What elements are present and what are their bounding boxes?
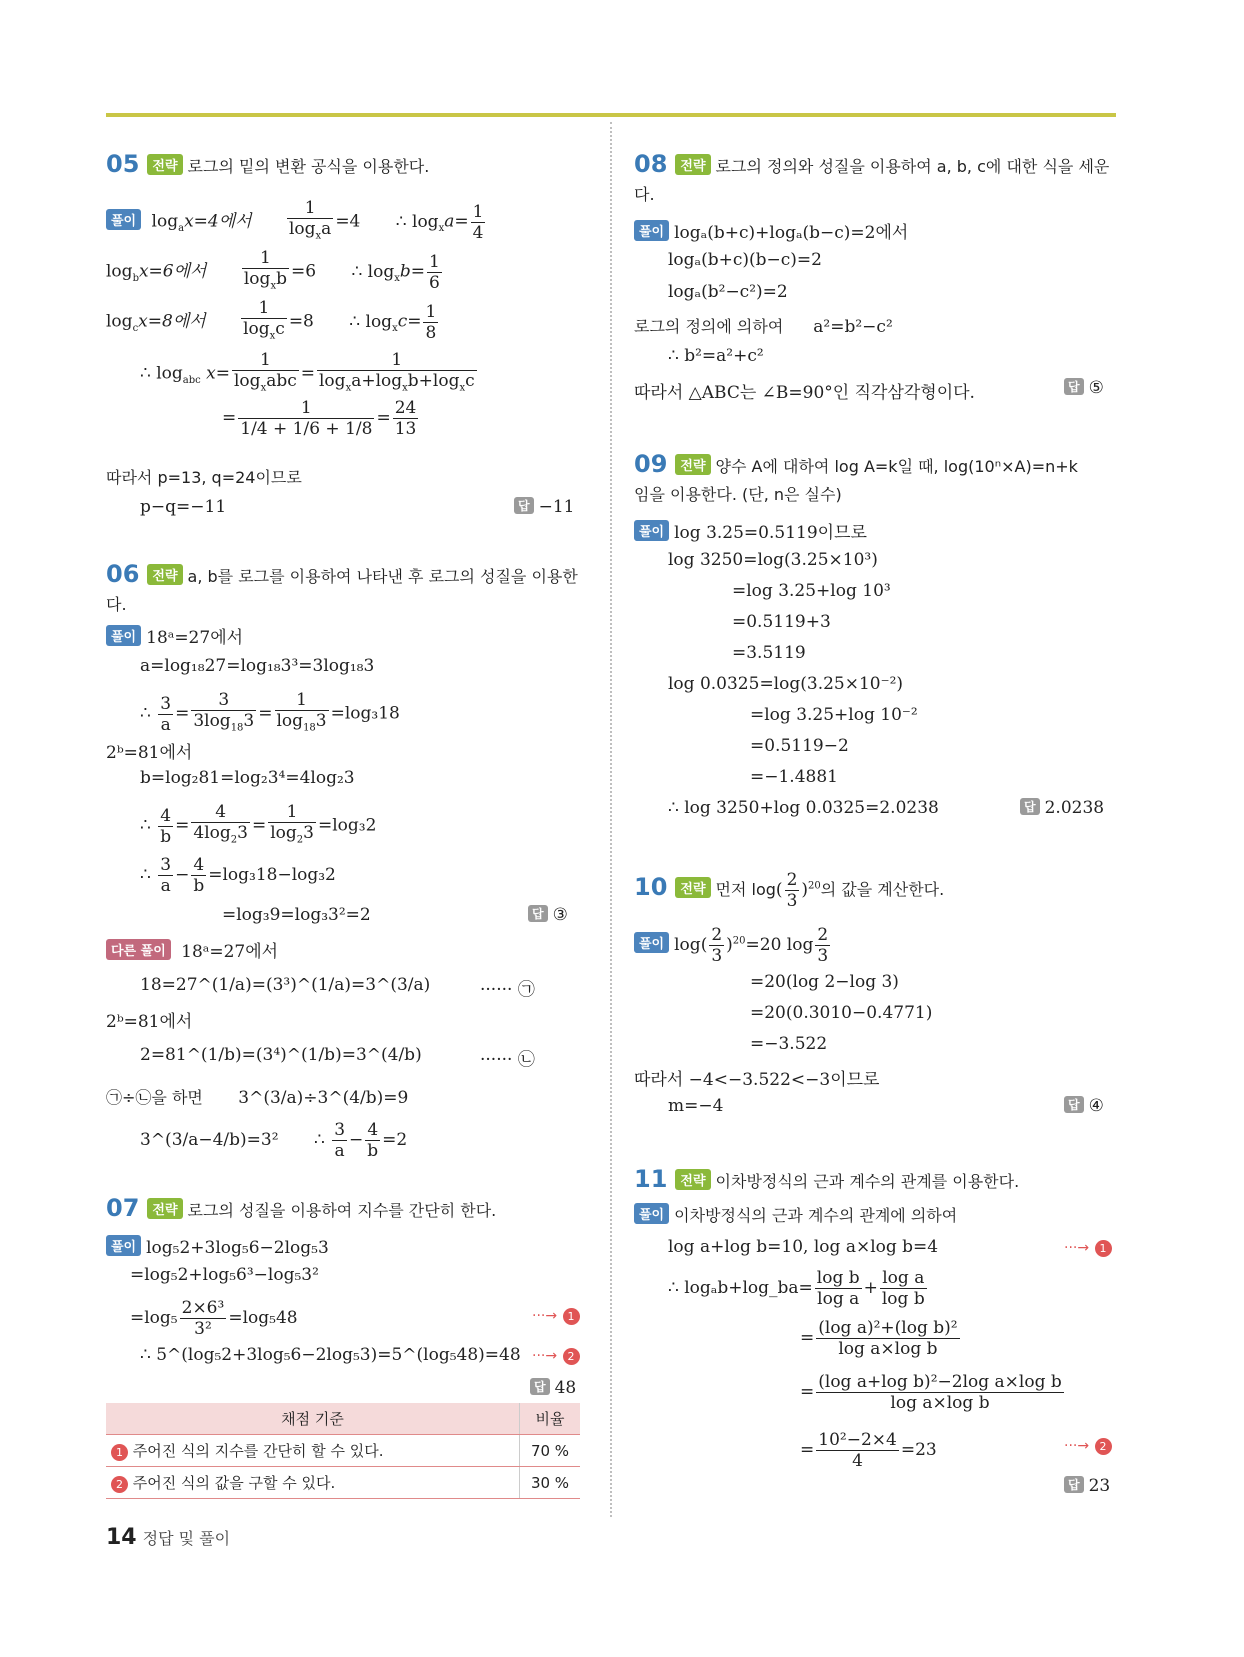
p06-line-7: ∴ $\frac{3}{a}$ − $\frac{4}{b}$ =log₃18−log₃2 [140, 855, 336, 896]
p09-answer: 답 2.0238 [1020, 798, 1104, 818]
strategy-text: 이차방정식의 근과 계수의 관계를 이용한다. [715, 1172, 1020, 1191]
p06-line-3: ∴ $\frac{3}{a}$ = $\frac{3}{3\log_{18}3}$ = $\frac{1}{\log_{18}3}$ =log₃18 [140, 690, 400, 738]
p06-alt-5: ㉠÷㉡을 하면 3^(3/a)÷3^(4/b)=9 [106, 1088, 409, 1108]
top-rule [106, 113, 1116, 117]
problem-07-heading: 07 전략 로그의 성질을 이용하여 지수를 간단히 한다. [106, 1194, 497, 1222]
p06-answer: 답 ③ [528, 905, 568, 925]
strategy-text: 로그의 정의와 성질을 이용하여 a, b, c에 대한 식을 세운 [715, 157, 1110, 176]
strategy-text: a, b를 로그를 이용하여 나타낸 후 로그의 성질을 이용한 [187, 567, 578, 586]
p05-line-4: ∴ $\log_{abc} x=$ $\frac{1}{\log_xabc}$ = $\frac{1}{\log_xa+\log_xb+\log_xc}$ [140, 350, 479, 398]
strategy-tag: 전략 [147, 154, 182, 175]
scoring-table: 채점 기준 비율 1 주어진 식의 지수를 간단히 할 수 있다. 70 % 2 주어진 식의 값을 구할 수 있다. 30 % [106, 1403, 580, 1499]
p05-answer: 답 −11 [514, 497, 574, 517]
footer-label: 정답 및 풀이 [142, 1529, 231, 1548]
p10-answer: 답 ④ [1064, 1096, 1104, 1116]
problem-number: 07 [106, 1194, 140, 1222]
problem-number: 09 [634, 450, 668, 478]
strategy-text: 양수 A에 대하여 log A=k일 때, log(10ⁿ×A)=n+k [715, 457, 1078, 476]
p08-answer: 답 ⑤ [1064, 378, 1104, 398]
p11-line-3: ∴ logₐb+log_ba= $\frac{\text{log b}}{\text{log a}}$ + $\frac{\text{log a}}{\text{log b}}$ [668, 1268, 925, 1309]
p05-line-7: p−q=−11 [140, 497, 227, 517]
problem-08-heading: 08 전략 로그의 정의와 성질을 이용하여 a, b, c에 대한 식을 세운 [634, 150, 1110, 178]
problem-10-heading: 10 전략 먼저 log( $\frac{2}{3}$ )$^{20}$의 값을 계산한다. [634, 870, 945, 911]
p05-line-6: 따라서 p=13, q=24이므로 [106, 468, 302, 487]
problem-number: 11 [634, 1165, 668, 1193]
page-footer [106, 1525, 230, 1550]
problem-number: 05 [106, 150, 140, 178]
p05-line-1: 풀이 $\log_ax=4$에서 $\frac{1}{\log_xa}$ =4 ∴ $\log_xa=$ $\frac{1}{4}$ [106, 198, 487, 246]
strategy-text: 로그의 성질을 이용하여 지수를 간단히 한다. [187, 1201, 497, 1220]
problem-05-heading [106, 150, 429, 178]
problem-number: 10 [634, 873, 668, 901]
p11-answer: 답 23 [1064, 1476, 1110, 1496]
p05-line-3: $\log_cx=8$에서 $\frac{1}{\log_xc}$ =8 ∴ $\log_xc=$ $\frac{1}{8}$ [106, 298, 440, 346]
p07-line-3: =log₅ $\frac{\text{2×6³}}{\text{3²}}$ =log₅48 [130, 1298, 298, 1339]
solution-tag: 풀이 [106, 209, 141, 230]
problem-number: 06 [106, 560, 140, 588]
page-number: 14 [106, 1525, 137, 1550]
p06-line-1: 풀이 18ᵃ=27에서 [106, 623, 243, 648]
problem-06-heading: 06 전략 a, b를 로그를 이용하여 나타낸 후 로그의 성질을 이용한 [106, 560, 578, 588]
column-divider [610, 122, 612, 1517]
p06-line-6: ∴ $\frac{4}{b}$ = $\frac{4}{4\log_23}$ = $\frac{1}{\log_23}$ =log₃2 [140, 802, 376, 850]
fraction: $\frac{1}{\log_xa}$ [287, 198, 333, 246]
strategy-text: 로그의 밑의 변환 공식을 이용한다. [187, 157, 430, 176]
p07-answer: 답 48 [530, 1378, 576, 1398]
problem-11-heading: 11 전략 이차방정식의 근과 계수의 관계를 이용한다. [634, 1165, 1020, 1193]
p05-line-2: $\log_bx=6$에서 $\frac{1}{\log_xb}$ =6 ∴ $\log_xb=$ $\frac{1}{6}$ [106, 248, 444, 296]
p06-alt-1: 다른 풀이 18ᵃ=27에서 [106, 937, 278, 962]
problem-09-heading: 09 전략 양수 A에 대하여 log A=k일 때, log(10ⁿ×A)=n+k [634, 450, 1078, 478]
table-row: 1 주어진 식의 지수를 간단히 할 수 있다. 70 % [106, 1435, 580, 1467]
p05-line-5: = $\frac{1}{1/4 + 1/6 + 1/8}$ = $\frac{24}{13}$ [222, 398, 417, 439]
p06-alt-6: 3^(3/a−4/b)=3² ∴ $\frac{3}{a}$ − $\frac{4}{b}$ =2 [140, 1120, 408, 1161]
table-row: 2 주어진 식의 값을 구할 수 있다. 30 % [106, 1467, 580, 1499]
problem-number: 08 [634, 150, 668, 178]
